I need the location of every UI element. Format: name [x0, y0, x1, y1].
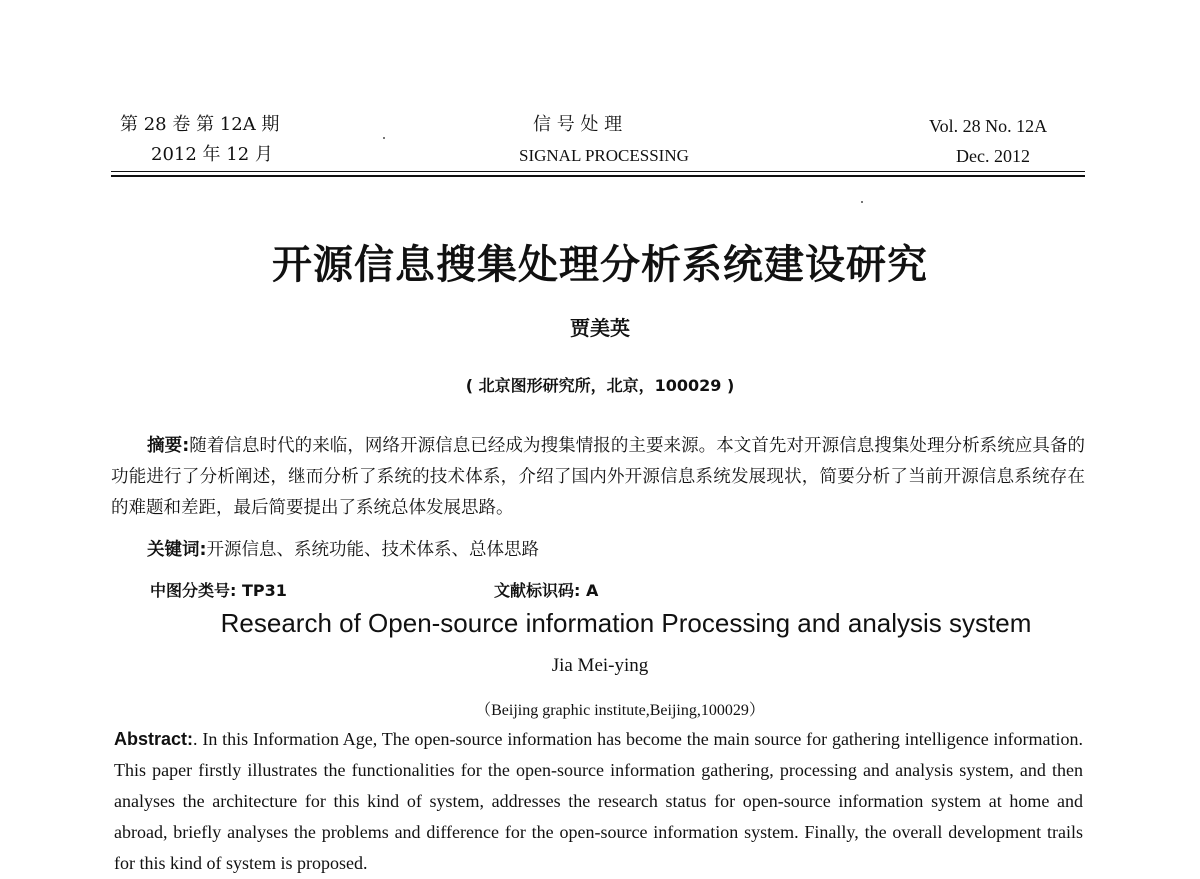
author-name-cn: 贾美英 — [570, 316, 630, 340]
document-code — [494, 578, 598, 601]
header-rule-thick — [111, 175, 1085, 177]
paper-title-cn: 开源信息搜集处理分析系统建设研究 — [272, 242, 928, 288]
clc-label: 中图分类号: — [150, 581, 237, 600]
abstract-en — [114, 724, 1083, 879]
affiliation-en: （Beijing graphic institute,Beijing,100029） — [475, 702, 765, 719]
keywords-cn — [147, 536, 539, 561]
clc-number — [150, 578, 287, 601]
doc-code-label: 文献标识码: — [494, 581, 581, 600]
keywords-cn-text: 开源信息、系统功能、技术体系、总体思路 — [206, 540, 539, 560]
header-date-en: Dec. 2012 — [956, 146, 1030, 166]
abstract-cn-text: 随着信息时代的来临，网络开源信息已经成为搜集情报的主要来源。本文首先对开源信息搜集处理分析系统应具备的功能进行了分析阐述，继而分析了系统的技术体系，介绍了国内外开源信息系统发展现状，简要分析了当前开源信息系统存在的难题和差距，最后简要提出了系统总体发展思路。 — [111, 436, 1086, 518]
header-rule-thin — [111, 171, 1085, 172]
header-date-cn: 2012 年 12 月 — [151, 144, 273, 165]
doc-code-value: A — [585, 581, 599, 600]
header-volume-issue-en: Vol. 28 No. 12A — [929, 116, 1048, 136]
abstract-cn — [111, 431, 1085, 524]
clc-value: TP31 — [241, 581, 287, 600]
scan-speck — [861, 201, 863, 203]
affiliation-cn: ( 北京图形研究所，北京，100029 ) — [465, 376, 735, 395]
header-volume-issue-cn: 第 28 卷 第 12A 期 — [120, 114, 280, 135]
paper-title-en: Research of Open-source information Processing and analysis system — [220, 608, 1032, 638]
abstract-en-text: . In this Information Age, The open-source information has become the main source for gathering intelligence information. This paper firstly illustrates the functionalities for the open-source information gathering, processing and analysis system, and then analyses the architecture for this kind of system, addresses the research status for open-source information system at home and abroad, briefly analyses the problems and difference for the open-source information system. Finally, the overall development trails for this kind of system is proposed. — [114, 729, 1083, 873]
abstract-cn-label: 摘要: — [147, 436, 190, 456]
scan-speck — [383, 137, 385, 139]
author-name-en: Jia Mei-ying — [551, 655, 649, 676]
keywords-cn-label: 关键词: — [147, 540, 207, 560]
header-journal-cn: 信 号 处 理 — [533, 114, 623, 135]
abstract-en-label: Abstract: — [114, 729, 194, 749]
header-journal-en: SIGNAL PROCESSING — [519, 146, 689, 165]
